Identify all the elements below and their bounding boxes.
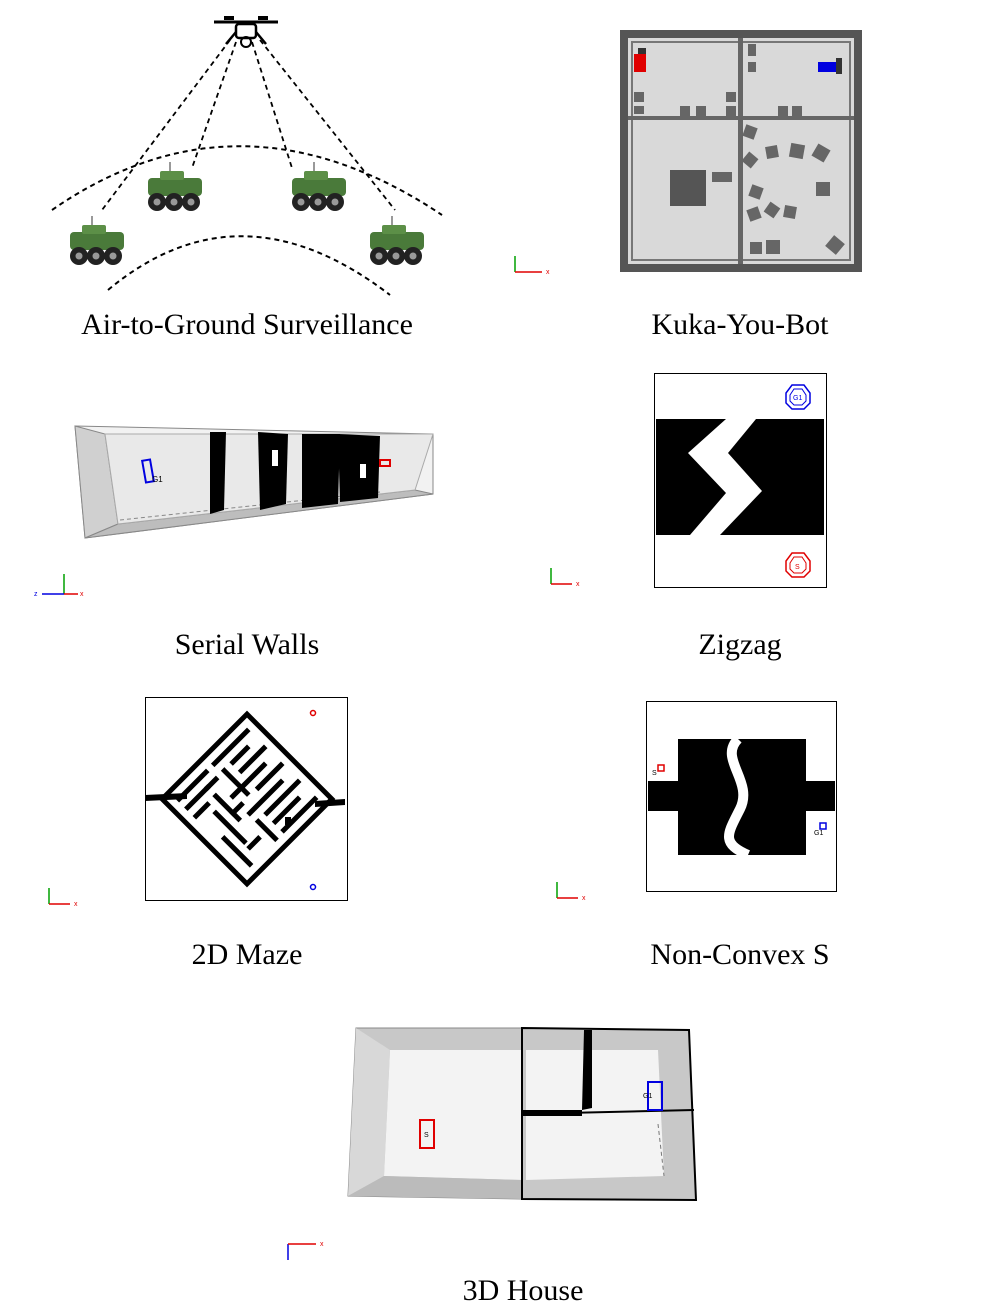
axis-triad-icon — [284, 1236, 334, 1264]
svg-text:G1: G1 — [793, 395, 803, 402]
svg-text:S: S — [424, 1132, 429, 1139]
armored-vehicle-icon — [62, 222, 132, 268]
serial-walls-environment — [30, 420, 450, 605]
armored-vehicle-icon — [140, 168, 210, 214]
svg-text:x: x — [582, 895, 586, 902]
svg-text:S: S — [652, 770, 657, 777]
maze-environment — [145, 697, 349, 902]
svg-text:x: x — [546, 269, 550, 276]
caption-house: 3D House — [462, 1274, 584, 1307]
axis-triad-icon — [512, 254, 562, 278]
svg-text:G1: G1 — [814, 830, 824, 837]
caption-kuka: Kuka-You-Bot — [651, 308, 829, 341]
caption-maze: 2D Maze — [191, 938, 303, 971]
armored-vehicle-icon — [362, 222, 432, 268]
armored-vehicle-icon — [284, 168, 354, 214]
svg-text:G1: G1 — [643, 1093, 653, 1100]
axis-triad-icon — [32, 572, 92, 600]
axis-triad-icon — [554, 880, 598, 904]
caption-zigzag: Zigzag — [698, 628, 782, 661]
caption-serial-walls: Serial Walls — [174, 628, 320, 661]
svg-text:x: x — [576, 581, 580, 588]
svg-text:x: x — [320, 1241, 324, 1248]
svg-text:S: S — [795, 564, 800, 571]
kuka-environment — [620, 30, 862, 272]
axis-triad-icon — [548, 566, 592, 590]
axis-triad-icon — [46, 886, 90, 910]
house-environment — [346, 1024, 700, 1204]
nonconvex-s-environment — [646, 701, 838, 893]
zigzag-environment — [654, 373, 828, 589]
svg-text:x: x — [80, 591, 84, 598]
drone-icon — [214, 16, 278, 47]
caption-surveillance: Air-to-Ground Surveillance — [81, 308, 413, 341]
svg-text:x: x — [74, 901, 78, 908]
svg-text:G1: G1 — [152, 475, 163, 484]
svg-text:z: z — [34, 591, 38, 598]
caption-nonconvex: Non-Convex S — [650, 938, 830, 971]
